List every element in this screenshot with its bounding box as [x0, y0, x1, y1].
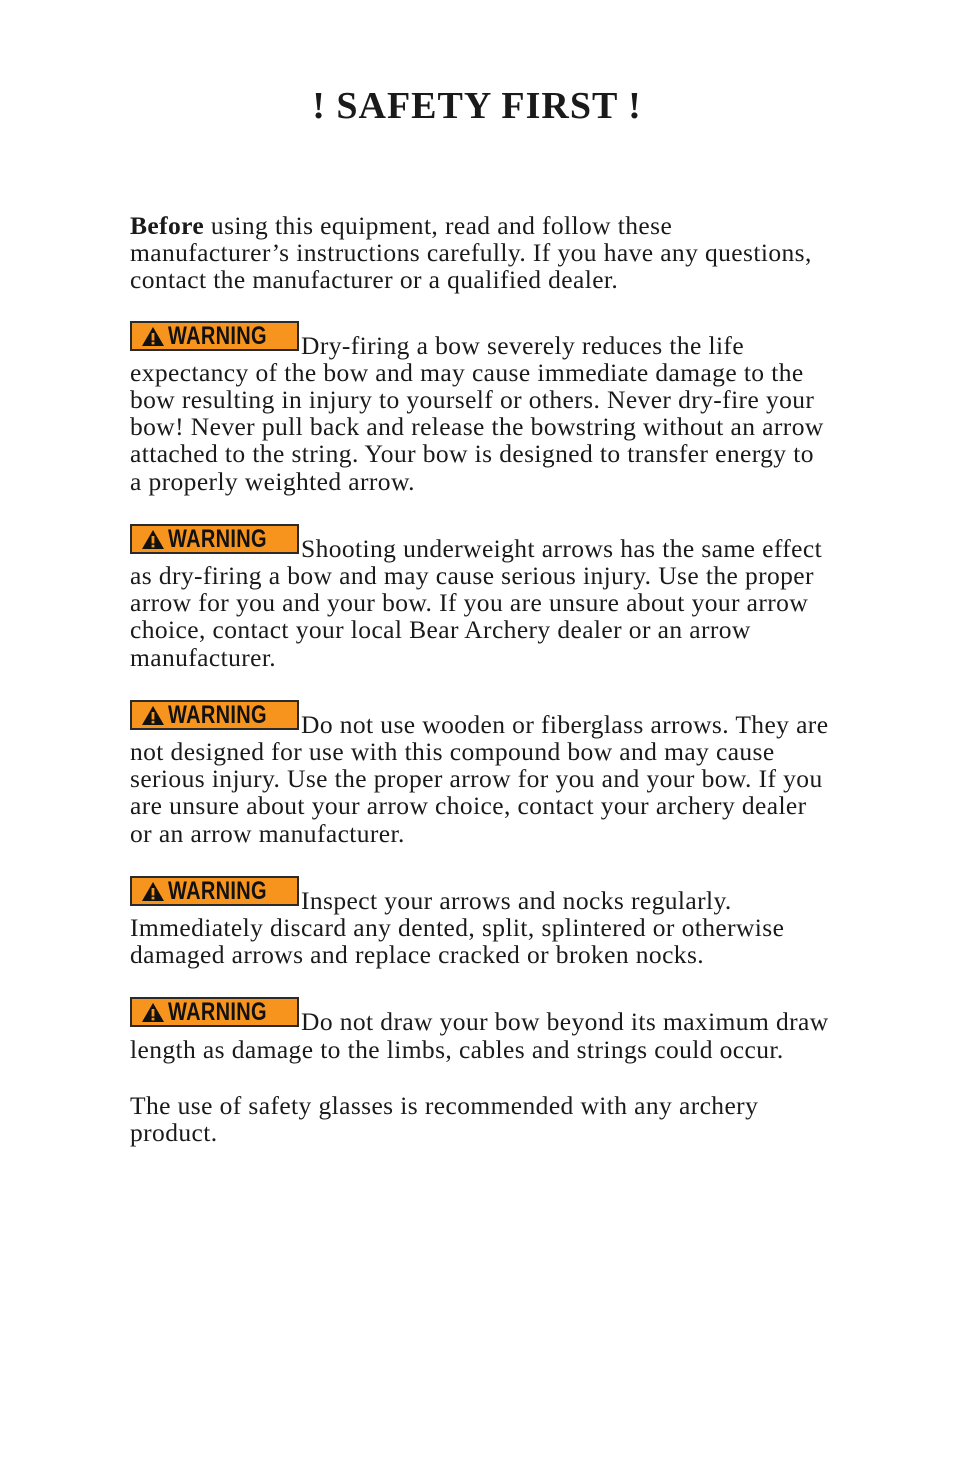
intro-text: using this equipment, read and follow these manufacturer’s instructions carefully. If you have any questions, contact the manufacturer or a qualified dealer. [130, 211, 812, 295]
warning-text: Do not draw your bow beyond its maximum draw length as damage to the limbs, cables and strings could occur. [130, 1007, 829, 1064]
warning-triangle-icon [141, 529, 165, 550]
closing-paragraph: The use of safety glasses is recommended with any archery product. [130, 1090, 759, 1148]
warning-item [130, 700, 830, 847]
warning-label: WARNING [168, 876, 267, 905]
warning-badge [130, 997, 299, 1027]
warning-badge [130, 700, 299, 730]
warning-text: Inspect your arrows and nocks regularly. Immediately discard any dented, split, splintered or otherwise damaged arrows and replace cracked or broken nocks. [130, 885, 785, 970]
warning-badge [130, 524, 299, 554]
safety-content [130, 212, 830, 1173]
warning-triangle-icon [141, 326, 165, 347]
warning-item [130, 997, 830, 1062]
warning-text: Do not use wooden or fiberglass arrows. They are not designed for use with this compound bow and may cause serious injury. Use the proper arrow for you and your bow. If you are unsure about your arrow choice, contact your archery dealer or an arrow manufacturer. [130, 709, 829, 848]
warning-item [130, 524, 830, 671]
warning-label: WARNING [168, 998, 267, 1027]
warning-item [130, 321, 830, 495]
warning-triangle-icon [141, 705, 165, 726]
page-title: ! SAFETY FIRST ! [312, 85, 642, 127]
warning-text: Shooting underweight arrows has the same effect as dry-firing a bow and may cause serious injury. Use the proper arrow for you and your bow. If you are unsure about your arrow choice, contact your local Bear Archery dealer or an arrow manufacturer. [130, 533, 823, 672]
warning-badge [130, 876, 299, 906]
warning-triangle-icon [141, 1002, 165, 1023]
warning-badge [130, 321, 299, 351]
warning-text: Dry-firing a bow severely reduces the life expectancy of the bow and may cause immediate damage to the bow resulting in injury to yourself or others. Never dry-fire your bow! Never pull back and release the bowstring without an arrow attached to the string. Your bow is designed to transfer energy to a properly weighted arrow. [130, 330, 824, 496]
warning-triangle-icon [141, 881, 165, 902]
intro-lead: Before [130, 211, 205, 240]
intro-paragraph [130, 212, 830, 294]
warning-item [130, 876, 830, 969]
warning-label: WARNING [168, 700, 267, 729]
warning-label: WARNING [168, 321, 267, 350]
warning-label: WARNING [168, 524, 267, 553]
